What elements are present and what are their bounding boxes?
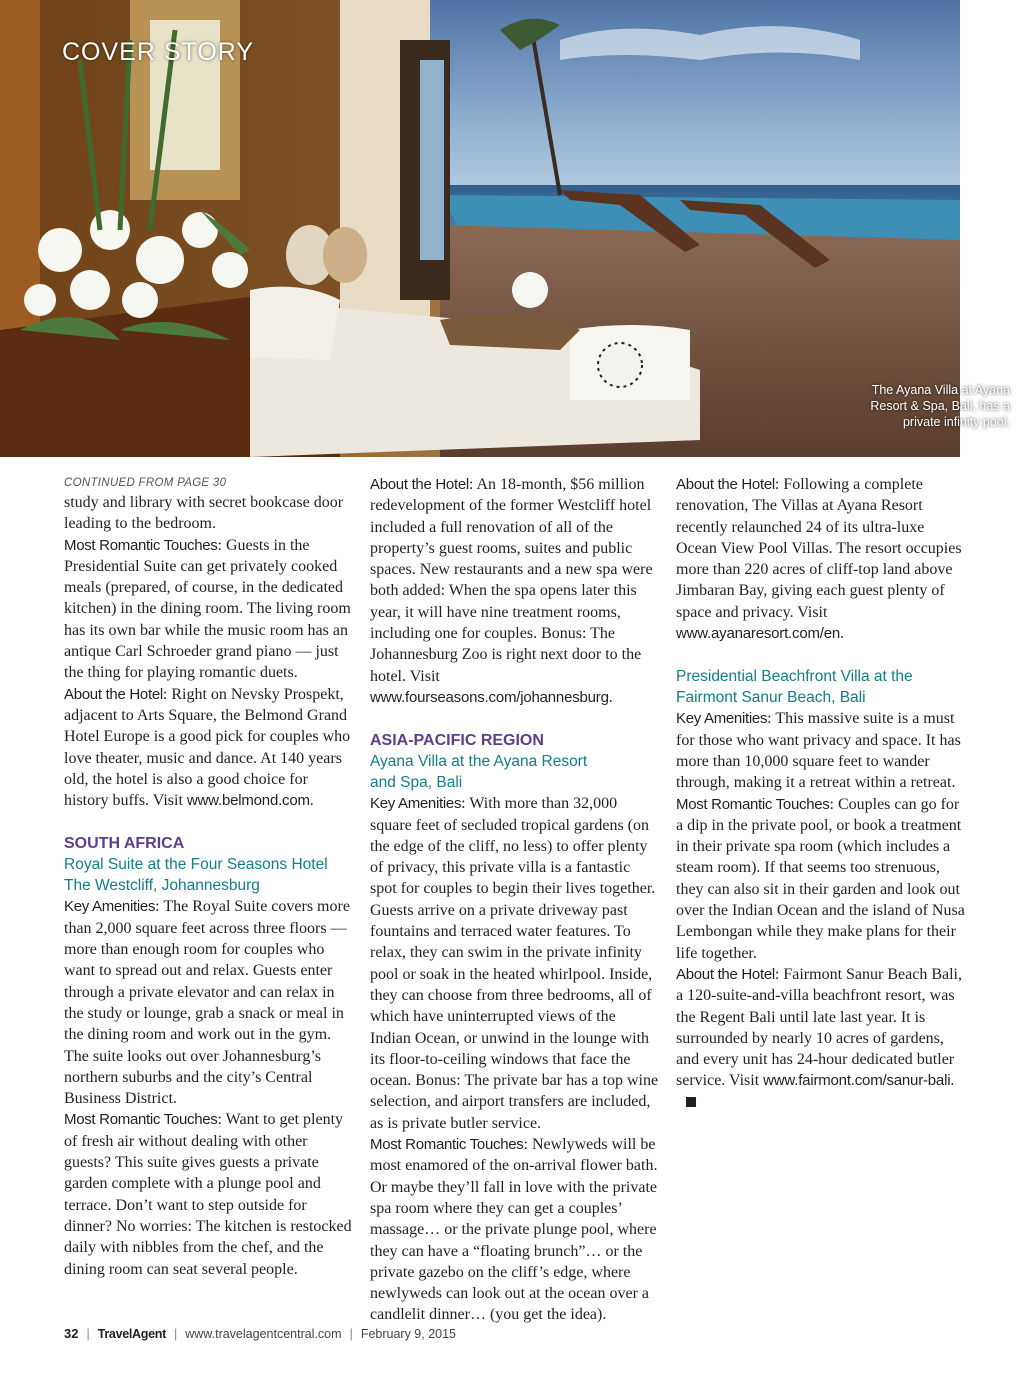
website-url[interactable]: www.travelagentcentral.com [185,1327,342,1341]
paragraph: About the Hotel: Fairmont Sanur Beach Bali, a 120-suite-and-villa beachfront resort, was the Regent Bali until late last year. It is surrounded by nearly 10 acres of gardens, and every unit has 24-hour dedicated butler service. Visit www.fairmont.com/sanur-bali. [676,964,966,1113]
paragraph: study and library with secret bookcase door leading to the bedroom. [64,494,344,533]
paragraph: About the Hotel: Right on Nevsky Prospekt, adjacent to Arts Square, the Belmond Grand Hotel Europe is a good pick for couples who love theater, music and dance. At 140 years old, the hotel is also a good choice for history buffs. Visit www.belmond.com. [64,685,351,810]
field-label: Most Romantic Touches [370,1136,524,1154]
field-label: About the Hotel [676,476,775,493]
paragraph: Most Romantic Touches: Couples can go for a dip in the private pool, or book a treatment in their private spa room (which includes a steam room). If that seems too strenuous, they can also sit in their garden and look out over the Indian Ocean and the island of Nusa Lembongan while they make plans for their life together. [676,795,965,962]
field-label: About the Hotel [370,476,469,493]
region-heading: ASIA-PACIFIC REGION [370,732,544,750]
column-1 [64,474,354,1280]
column-3 [676,474,966,1113]
field-label: Key Amenities [676,710,768,728]
column-2 [370,474,660,1326]
website-link[interactable]: www.fairmont.com/sanur-bali [763,1072,951,1090]
end-of-article-mark [686,1097,696,1107]
website-link[interactable]: www.ayanaresort.com/en [676,625,841,643]
website-link[interactable]: www.belmond.com [186,792,310,810]
website-link[interactable]: www.fourseasons.com/johannesburg [370,688,609,706]
field-label: Key Amenities [64,898,156,916]
paragraph: Key Amenities: With more than 32,000 square feet of secluded tropical gardens (on the edge of the cliff, no less) to offer plenty of privacy, this private villa is a fantastic spot for couples to begin their lives together. Guests arrive on a private driveway past fountains and terraced water features. To relax, they can swim in the private infinity pool or soak in the heated whirlpool. Inside, they can choose from three bedrooms, all of which have uninterrupted views of the Indian Ocean, or unwind in the lounge with its floor-to-ceiling windows that face the ocean. Bonus: The private bar has a top wine selection, and airport transfers are included, as is private butler service. [370,795,659,1132]
paragraph: Key Amenities: The Royal Suite covers more than 2,000 square feet across three floors — more than enough room for couples who want to spread out and relax. Guests enter through a private elevator and can relax in the study or lounge, grab a snack or meal in the dining room and work out in the gym. The suite looks out over Johannesburg’s northern suburbs and the city’s Central Business District. [64,898,350,1108]
photo-caption: The Ayana Villa at Ayana Resort & Spa, Bali, has a private infinity pool. [870,383,1010,429]
field-label: Most Romantic Touches [676,795,830,813]
field-label: Key Amenities [370,795,462,813]
section-label: COVER STORY [62,38,255,66]
field-label: About the Hotel [676,965,775,983]
paragraph: Most Romantic Touches: Guests in the Presidential Suite can get privately cooked meals (prepared, of course, in the dedicated kitchen) in the dining room. The living room has its own bar while the music room has an antique Carl Schroeder grand piano — just the thing for playing romantic duets. [64,536,351,682]
paragraph: About the Hotel: An 18-month, $56 million redevelopment of the former Westcliff hotel included a full renovation of all of the property’s guest rooms, suites and public spaces. New restaurants and a new spa were both added: When the spa opens later this year, it will have nine treatment rooms, including one for couples. Bonus: The Johannesburg Zoo is right next door to the hotel. Visit www.fourseasons.com/johannesburg. [370,476,653,706]
hero-photo [0,0,960,457]
field-label: Most Romantic Touches [64,1111,218,1129]
hero-photo-illustration [0,0,960,457]
paragraph: Most Romantic Touches: Want to get plenty of fresh air without dealing with other guests? This suite gives guests a private garden complete with a plunge pool and terrace. Don’t want to step outside for dinner? No worries: The kitchen is restocked daily with nibbles from the chef, and the dining room can seat several people. [64,1111,352,1278]
region-heading: SOUTH AFRICA [64,835,185,853]
page-number: 32 [64,1326,79,1341]
paragraph: Most Romantic Touches: Newlyweds will be most enamored of the on-arrival flower bath. Or maybe they’ll fall in love with the private spa room where they can get a couples’ massage… or the private plunge pool, where they can have a “floating brunch”… or the private gazebo on the cliff’s edge, where newlyweds can look out at the ocean over a candlelit dinner… (you get the idea). [370,1136,658,1324]
continued-label: CONTINUED FROM PAGE 30 [64,477,227,489]
field-label: Most Romantic Touches [64,536,218,554]
page-footer: 32 | TravelAgent | www.travelagentcentral.com | February 9, 2015 [64,1326,457,1341]
publication-name: TravelAgent [97,1327,166,1341]
paragraph: Key Amenities: This massive suite is a must for those who want privacy and space. It has more than 10,000 square feet to wander through, making it a retreat within a retreat. [676,710,961,792]
issue-date: February 9, 2015 [360,1327,457,1341]
hotel-name: Presidential Beachfront Villa at the Fairmont Sanur Beach, Bali [676,668,913,707]
field-label: About the Hotel [64,685,163,703]
paragraph: About the Hotel: Following a complete renovation, The Villas at Ayana Resort recently relaunched 24 of its ultra-luxe Ocean View Pool Villas. The resort occupies more than 220 acres of cliff-top land above Jimbaran Bay, giving each guest plenty of space and privacy. Visit www.ayanaresort.com/en. [676,476,962,643]
hotel-name: Ayana Villa at the Ayana Resort and Spa, Bali [370,753,588,792]
hotel-name: Royal Suite at the Four Seasons Hotel The Westcliff, Johannesburg [64,856,328,895]
